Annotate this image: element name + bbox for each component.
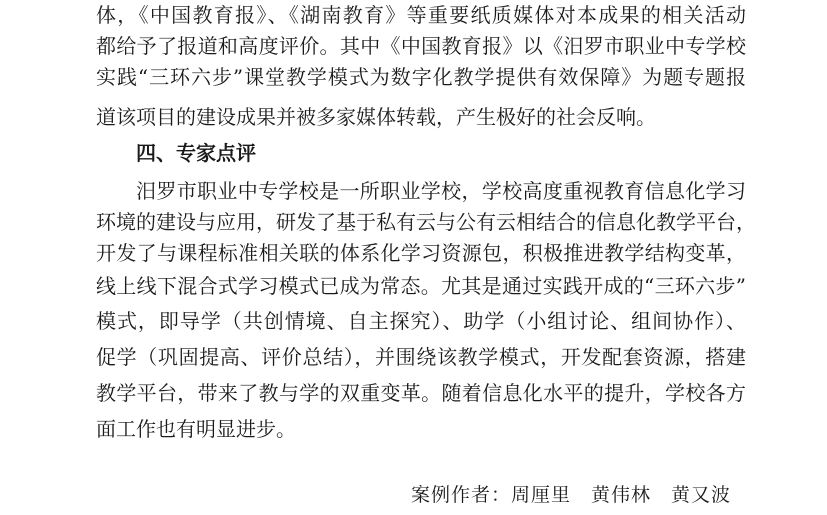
paragraph-2-line-2: 环境的建设与应用，研发了基于私有云与公有云相结合的信息化教学平台， bbox=[96, 210, 756, 234]
paragraph-1-line-1: 体，《中国教育报》、《湖南教育》等重要纸质媒体对本成果的相关活动 bbox=[96, 3, 746, 27]
paragraph-2-line-3: 开发了与课程标准相关联的体系化学习资源包，积极推进教学结构变革， bbox=[96, 241, 746, 265]
paragraph-1-line-2: 都给予了报道和高度评价。其中《中国教育报》以《汨罗市职业中专学校 bbox=[96, 34, 746, 58]
paragraph-2-line-5: 模式，即导学（共创情境、自主探究）、助学（小组讨论、组间协作）、 bbox=[96, 309, 746, 333]
paragraph-2-line-1: 汨罗市职业中专学校是一所职业学校，学校高度重视教育信息化学习 bbox=[136, 179, 746, 203]
paragraph-2-line-6: 促学（巩固提高、评价总结），并围绕该教学模式，开发配套资源，搭建 bbox=[96, 345, 746, 369]
case-author-credit: 案例作者：周厘里 黄伟林 黄又波 bbox=[410, 484, 731, 506]
paragraph-2-line-8: 面工作也有明显进步。 bbox=[96, 417, 296, 441]
paragraph-1-line-4: 道该项目的建设成果并被多家媒体转载，产生极好的社会反响。 bbox=[96, 105, 656, 129]
section-heading: 四、专家点评 bbox=[136, 141, 256, 165]
paragraph-2-line-4: 线上线下混合式学习模式已成为常态。尤其是通过实践开成的“三环六步” bbox=[96, 274, 746, 298]
paragraph-1-line-3: 实践“三环六步”课堂教学模式为数字化教学提供有效保障》为题专题报 bbox=[96, 65, 746, 89]
paragraph-2-line-7: 教学平台，带来了教与学的双重变革。随着信息化水平的提升，学校各方 bbox=[96, 381, 746, 405]
